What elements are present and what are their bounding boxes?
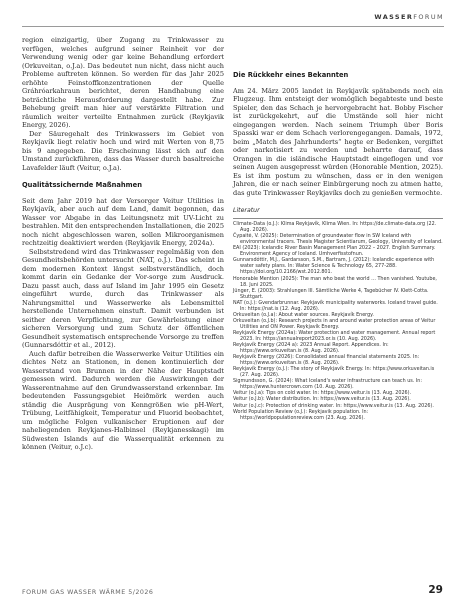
reference-item: Čypaitė, V. (2025): Determination of groundwater flow in SW Iceland with environmental tracers. Thesis Magister Scientiarum, Geology, University of Iceland.: [233, 233, 443, 246]
reference-item: Reykjavík Energy (2024a): Water protection and water management. Annual report 2023. In: https://annualreport2023.or.is (10. Aug. 2026).: [233, 329, 436, 342]
reference-item: Veitur (o.J.c): Protection of drinking water. In: https://www.veitur.is (13. Aug. 2026).: [233, 402, 434, 409]
section-heading: Qualitätssichernde Maßnahmen: [22, 181, 142, 189]
body-paragraph: Auch dafür betreiben die Wasserwerke Veitur Utilities ein dichtes Netz an Stationen, in denen kontinuierlich der Wasserstand von Brunnen in der Nähe der Hauptstadt gemessen wird. Dadurch werden die Auswirkungen der Wasserentnahme auf den Grundwasserstand erkennbar. Im bedeutenden Fassungsgebiet Heiðmörk werden auch ständig die Ausprägung von Kenngrößen wie pH-Wert, Trübung, Leitfähigkeit, Temperatur und Fluorid beobachtet, um mögliche Folgen vulkanischer Eruptionen auf der naheliegenden Reykjanes-Halbinsel (Reykjanesskagi) im Südwesten Islands auf die Wasserqualität erkennen zu können (Veitur, o.J.c).: [22, 349, 224, 451]
reference-item: Veitur (o.J.b): Water distribution. In: https://www.veitur.is (13. Aug. 2026).: [233, 396, 411, 403]
reference-item: World Population Review (o.J.): Reykjavik population. In: https://worldpopulationreview.com (23. Aug. 2026).: [233, 408, 369, 421]
reference-item: Veitur (o.J.a): Tips on cold water. In: https://www.veitur.is (13. Aug. 2026).: [233, 390, 412, 397]
reference-item: NAT (o.J.): Gvendarbrunnar. Reykjavík municipality waterworks. Iceland travel guide. In: https://nat.is (12. Aug. 2026).: [233, 299, 438, 312]
body-paragraph: Der Säuregehalt des Trinkwassers im Gebiet von Reykjavík liegt relativ hoch und wird mit Werten von 8,75 bis 9 angegeben. Die Erscheinung lässt sich auf den Umstand zurückführen, dass das Wasser durch basaltreiche Lavafelder läuft (Veitur, o.J.a).: [22, 129, 224, 172]
right-column: [233, 36, 443, 421]
body-paragraph: Selbststredend wird das Trinkwasser regelmäßig von den Gesundheitsbehörden untersucht (NAT, o.J.). Das scheint in dem modernen Kontext längst selbstverständlich, doch kommt darin ein Gedanke der Vor-sorge zum Ausdruck. Dazu passt auch, dass auf Island im Jahr 1995 ein Gesetz eingeführt wurde, durch das Trinkwasser als Nahrungsmittel und Wasserwerke als Lebensmittel herstellende Unternehmen einstuft. Damit verbunden ist seither deren Verpflichtung, zur Gewährleistung einer sicheren Versorgung und zum Schutz der öffentlichen Gesundheit systematisch entsprechende Vorsorge zu treffen (Gunnarsdóttir et al., 2012).: [22, 247, 224, 349]
reference-item: Orkuveitan (o.J.b): Research projects in and around water protection areas of Veitur Utilities and ON Power. Reykjavík Energy.: [233, 317, 436, 330]
header-rule: [22, 26, 444, 27]
reference-item: Jünger, E. (2003): Strahlungen III. Sämtliche Werke 4, Tagebücher IV. Klett-Cotta. Stuttgart.: [233, 287, 429, 300]
literature-rule: [233, 218, 443, 219]
reference-item: Climate-Data (o.J.): Klima Reykjavík, Klima Wien. In: https://de.climate-data.org (22. Aug. 2026).: [233, 221, 437, 234]
reference-item: Reykjavík Energy (2024 a): 2023 Annual Report. Appendices. In: https://www.orkuveitan.is (8. Aug. 2026).: [233, 342, 389, 355]
reference-item: Gunnarsdóttir, M.J., Gardarsson, S.M., Bartram, J. (2012): Icelandic experience with water safety plans. In: Water Science & Technology 65, 277-288. https://doi.org/10.2166/wst.2012.801.: [233, 257, 435, 276]
reference-item: Reykjavík Energy (o.J.): The story of Reykjavík Energy. In: https://www.orkuveitan.is (27. Aug. 2026).: [233, 366, 435, 379]
magazine-section-label: WASSERFORUM: [374, 13, 444, 21]
body-paragraph: region einzigartig, über Zugang zu Trinkwasser zu verfügen, welches aufgrund seiner Reinheit vor der Verwendung wenig oder gar keine Behandlung erfordert (Orkuveitan, o.J.a). Das bedeutet nun nicht, dass nicht auch Probleme auftreten können. So werden für das Jahr 2025 erhöhte Feinstoffkonzentrationen der Quelle Gráhróarkahraun berichtet, deren Handhabung eine beträchtliche Herausforderung dargestellt habe. Zur Behebung greift man hier auf verstärkte Filtration und räumlich weiter verteilte Entnahmen zurück (Reykjavik Energy, 2026).: [22, 36, 224, 129]
reference-item: Orkuveitan (o.J.a): About water sources. Reykjavík Energy.: [233, 311, 374, 318]
body-paragraph: Am 24. März 2005 landet in Reykjavík spätabends noch ein Flugzeug. Ihm entsteigt der womöglich begabteste und beste Spieler, den das Schach je hervorgebracht hat. Bobby Fischer ist zurückgekehrt, auf die Umstände soll hier nicht eingegangen werden. Nach seinem Triumph über Boris Spasski war er dem Schach verlorengegangen. Damals, 1972, beim „Match des Jahrhunderts“ hegte er Bedenken, vergiftet oder narkotisiert zu werden und beharrte darauf, dass Orangen in die isländische Hauptstadt eingeflogen und vor seinen Augen ausgepresst würden (Honorable Mention, 2025). Es ist ihm postum zu wünschen, dass er in den wenigen Jahren, die er nach seiner Einbürgerung noch zu atmen hatte, das gute Trinkwasser Reykjavíks doch zu genießen vermochte.: [233, 86, 443, 197]
page-number: 29: [428, 584, 443, 596]
literature-heading: Literatur: [233, 207, 260, 214]
left-column: [22, 36, 224, 452]
reference-item: Sigmundsson, G. (2024): What Iceland's water infrastructure can teach us. In: https://www.huntercrown.com (10. Aug. 2026).: [233, 378, 422, 391]
body-paragraph: Seit dem Jahr 2019 hat der Versorger Veitur Utilities in Reykjavík, aber auch auf dem Land, damit begonnen, das Wasser vor Abgabe in das Leitungsnetz mit UV-Licht zu bestrahlen. Mit den entsprechenden Installationen, die 2025 noch nicht abgeschlossen waren, sollen Mikroorganismen rechtzeitig deaktiviert werden (Reykjavik Energy, 2024a).: [22, 196, 224, 247]
reference-item: Reykjavík Energy (2026): Consolidated annual financial statements 2025. In: https://www.orkuveitan.is (8. Aug. 2026).: [233, 354, 420, 367]
footer-publication: FORUM GAS WASSER WÄRME 5/2026: [22, 589, 154, 596]
reference-item: Honorable Mention (2025): The man who beat the world … Then vanished. Youtube, 18. Juni 2025.: [233, 275, 437, 288]
section-heading: Die Rückkehr eines Bekannten: [233, 71, 349, 79]
reference-item: EAI (2023): Icelandic River Basin Management Plan 2022 – 2027. English Summary. Environment Agency of Iceland. Umhverfisstofnun.: [233, 245, 436, 258]
reference-list: [233, 221, 443, 421]
